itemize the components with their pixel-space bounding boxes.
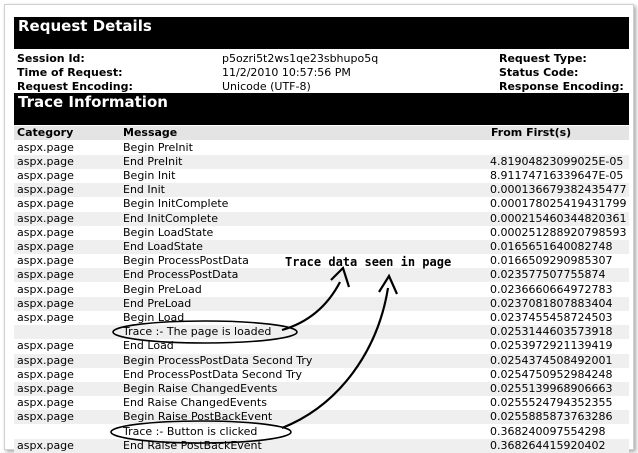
trace-cell-from-first: 0.000136679382435477	[490, 183, 627, 197]
trace-cell-message: End Raise PostBackEvent	[123, 438, 262, 452]
trace-cell-message: End PreInit	[123, 154, 183, 168]
trace-cell-from-first: 0.0254750952984248	[490, 367, 613, 381]
trace-cell-from-first: 0.0236660664972783	[490, 282, 613, 296]
trace-cell-from-first: 0.0253972921139419	[490, 339, 613, 353]
trace-cell-category: aspx.page	[17, 140, 74, 154]
trace-cell-message: Begin Raise PostBackEvent	[123, 410, 273, 424]
annotation-arrow-2	[282, 288, 388, 428]
session-id-label: Session Id:	[17, 52, 85, 65]
trace-cell-category: aspx.page	[17, 168, 74, 182]
annotation-text: Trace data seen in page	[285, 255, 452, 269]
trace-cell-from-first: 0.0255139968906663	[490, 381, 613, 395]
trace-cell-category: aspx.page	[17, 353, 74, 367]
trace-cell-from-first: 8.91174716339647E-05	[490, 168, 624, 182]
trace-cell-from-first: 0.0255524794352355	[490, 396, 613, 410]
trace-cell-category: aspx.page	[17, 268, 74, 282]
request-encoding-label: Request Encoding:	[17, 80, 133, 93]
trace-cell-category: aspx.page	[17, 239, 74, 253]
trace-cell-from-first: 0.000215460344820361	[490, 211, 627, 225]
trace-cell-message: End Load	[123, 339, 174, 353]
trace-cell-category: aspx.page	[17, 154, 74, 168]
trace-cell-category: aspx.page	[17, 310, 74, 324]
trace-cell-category: aspx.page	[17, 367, 74, 381]
trace-cell-category: aspx.page	[17, 211, 74, 225]
trace-cell-from-first: 0.0254374508492001	[490, 353, 613, 367]
trace-cell-from-first: 0.000251288920798593	[490, 225, 627, 239]
trace-cell-category: aspx.page	[17, 396, 74, 410]
trace-cell-from-first: 4.81904823099025E-05	[490, 154, 624, 168]
time-of-request-value: 11/2/2010 10:57:56 PM	[222, 66, 351, 79]
trace-cell-category: aspx.page	[17, 410, 74, 424]
annotation-arrow-1	[282, 282, 340, 330]
trace-cell-message: Begin LoadState	[123, 225, 214, 239]
trace-cell-message: End ProcessPostData	[123, 268, 239, 282]
trace-cell-from-first: 0.368264415920402	[490, 438, 606, 452]
trace-cell-message: Begin InitComplete	[123, 197, 229, 211]
trace-cell-message: Begin ProcessPostData	[123, 254, 249, 268]
trace-cell-from-first: 0.0237455458724503	[490, 310, 613, 324]
trace-cell-message: Begin PreLoad	[123, 282, 202, 296]
trace-cell-message: Begin ProcessPostData Second Try	[123, 353, 313, 367]
column-header-category: Category	[17, 126, 74, 139]
status-code-label: Status Code:	[499, 66, 579, 79]
trace-cell-message: End Raise ChangedEvents	[123, 396, 267, 410]
trace-cell-category: aspx.page	[17, 254, 74, 268]
column-header-message: Message	[123, 126, 178, 139]
trace-cell-from-first: 0.0255885873763286	[490, 410, 613, 424]
trace-cell-from-first: 0.0166509290985307	[490, 254, 613, 268]
trace-cell-message: Begin Load	[123, 310, 185, 324]
trace-cell-message: Begin Raise ChangedEvents	[123, 381, 278, 395]
request-details-title: Request Details	[18, 17, 152, 35]
trace-cell-category: aspx.page	[17, 197, 74, 211]
trace-information-title: Trace Information	[18, 93, 168, 111]
trace-cell-message: Trace :- The page is loaded	[123, 325, 272, 339]
column-header-from-first: From First(s)	[491, 126, 572, 139]
trace-cell-category: aspx.page	[17, 282, 74, 296]
time-of-request-label: Time of Request:	[17, 66, 123, 79]
trace-cell-message: Begin PreInit	[123, 140, 193, 154]
trace-cell-category: aspx.page	[17, 438, 74, 452]
trace-cell-from-first: 0.023577507755874	[490, 268, 606, 282]
request-encoding-value: Unicode (UTF-8)	[222, 80, 311, 93]
trace-cell-category: aspx.page	[17, 225, 74, 239]
trace-cell-from-first: 0.000178025419431799	[490, 197, 627, 211]
trace-cell-message: End LoadState	[123, 239, 203, 253]
trace-cell-from-first: 0.0253144603573918	[490, 325, 613, 339]
trace-cell-category: aspx.page	[17, 183, 74, 197]
trace-cell-message: Trace :- Button is clicked	[123, 424, 258, 438]
trace-cell-category: aspx.page	[17, 381, 74, 395]
trace-cell-message: End ProcessPostData Second Try	[123, 367, 303, 381]
trace-cell-message: Begin Init	[123, 168, 176, 182]
trace-cell-message: End Init	[123, 183, 165, 197]
trace-cell-from-first: 0.368240097554298	[490, 424, 606, 438]
trace-cell-category: aspx.page	[17, 339, 74, 353]
highlight-ellipse-button-clicked	[111, 421, 291, 443]
session-id-value: p5ozri5t2ws1qe23sbhupo5q	[222, 52, 379, 65]
response-encoding-label: Response Encoding:	[499, 80, 624, 93]
trace-cell-from-first: 0.0237081807883404	[490, 296, 613, 310]
highlight-ellipse-page-loaded	[113, 321, 297, 343]
trace-cell-message: End InitComplete	[123, 211, 218, 225]
trace-cell-category: aspx.page	[17, 296, 74, 310]
request-type-label: Request Type:	[499, 52, 587, 65]
trace-cell-from-first: 0.0165651640082748	[490, 239, 613, 253]
trace-cell-message: End PreLoad	[123, 296, 192, 310]
